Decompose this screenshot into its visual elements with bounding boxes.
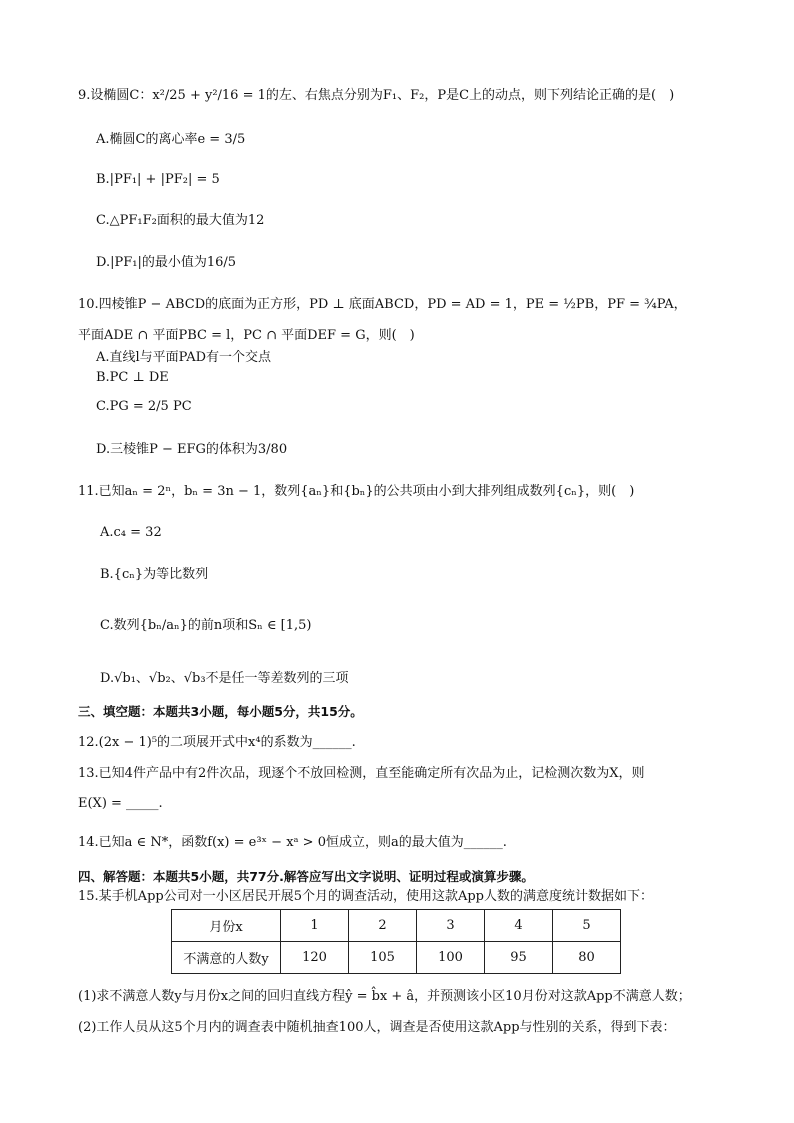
- q13-line2: E(X) = _____.: [78, 796, 163, 811]
- question-14: 14.已知a ∈ N*，函数f(x) = e³ˣ − xᵃ > 0恒成立，则a的最大值为______.: [78, 835, 507, 850]
- q11-stem: 11.已知aₙ = 2ⁿ，bₙ = 3n − 1，数列{aₙ}和{bₙ}的公共项由小到大排列组成数列{cₙ}，则( ): [78, 484, 635, 499]
- q10-option-c: C.PG = 2/5 PC: [96, 399, 192, 414]
- table-header-month: 月份x: [172, 910, 281, 942]
- table-row: [172, 910, 621, 942]
- q15-part2: (2)工作人员从这5个月内的调查表中随机抽查100人，调查是否使用这款App与性别的关系，得到下表：: [78, 1020, 676, 1035]
- q13-line1: 13.已知4件产品中有2件次品，现逐个不放回检测，直至能确定所有次品为止，记检测次数为X，则: [78, 766, 645, 781]
- table-cell: 120: [281, 942, 349, 974]
- q10-stem: 10.四棱锥P − ABCD的底面为正方形，PD ⊥ 底面ABCD，PD = AD = 1，PE = ½PB，PF = ¾PA，: [78, 297, 687, 312]
- q10-stem-line2: 平面ADE ∩ 平面PBC = l，PC ∩ 平面DEF = G，则( ): [78, 328, 415, 343]
- q10-option-b: B.PC ⊥ DE: [96, 370, 169, 385]
- q11-option-b: B.{cₙ}为等比数列: [100, 567, 209, 582]
- table-cell: 80: [553, 942, 621, 974]
- q10-option-a: A.直线l与平面PAD有一个交点: [96, 350, 272, 365]
- q11-option-a: A.c₄ = 32: [100, 525, 162, 540]
- table-cell: 1: [281, 910, 349, 942]
- q11-option-d: D.√b₁、√b₂、√b₃不是任一等差数列的三项: [100, 671, 349, 686]
- question-12: 12.(2x − 1)⁵的二项展开式中x⁴的系数为______.: [78, 735, 356, 750]
- table-cell: 3: [417, 910, 485, 942]
- q11-option-c: C.数列{bₙ/aₙ}的前n项和Sₙ ∈ [1,5): [100, 618, 312, 633]
- q9-stem: 9.设椭圆C：x²/25 + y²/16 = 1的左、右焦点分别为F₁、F₂，P是C上的动点，则下列结论正确的是( ): [78, 88, 675, 103]
- q9-option-d: D.|PF₁|的最小值为16/5: [96, 255, 237, 270]
- q10-option-d: D.三棱锥P − EFG的体积为3/80: [96, 442, 288, 457]
- table-cell: 105: [349, 942, 417, 974]
- section-4-heading: 四、解答题：本题共5小题，共77分.解答应写出文字说明、证明过程或演算步骤。: [78, 869, 534, 884]
- q15-part1: (1)求不满意人数y与月份x之间的回归直线方程ŷ = b̂x + â，并预测该小区10月份对这款App不满意人数；: [78, 989, 691, 1004]
- satisfaction-table: [171, 909, 621, 974]
- q15-stem: 15.某手机App公司对一小区居民开展5个月的调查活动，使用这款App人数的满意度统计数据如下：: [78, 889, 654, 904]
- table-cell: 4: [485, 910, 553, 942]
- table-header-unsatisfied: 不满意的人数y: [172, 942, 281, 974]
- table-cell: 95: [485, 942, 553, 974]
- q9-option-c: C.△PF₁F₂面积的最大值为12: [96, 213, 265, 228]
- table-cell: 100: [417, 942, 485, 974]
- section-3-heading: 三、填空题：本题共3小题，每小题5分，共15分。: [78, 704, 363, 719]
- table-cell: 2: [349, 910, 417, 942]
- q9-option-b: B.|PF₁| + |PF₂| = 5: [96, 172, 220, 187]
- q9-option-a: A.椭圆C的离心率e = 3/5: [96, 132, 246, 147]
- table-row: [172, 942, 621, 974]
- table-cell: 5: [553, 910, 621, 942]
